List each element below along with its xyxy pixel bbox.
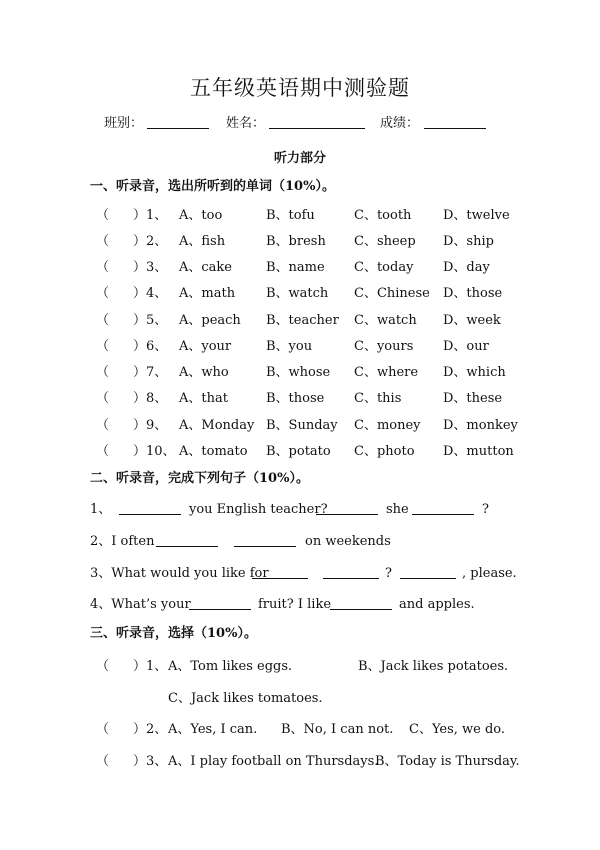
- list-item: [0, 340, 600, 356]
- s2-q1-number: 1、: [90, 502, 112, 517]
- option-c: C、photo: [354, 444, 415, 459]
- s2-q2-text0: 2、I often: [90, 534, 155, 549]
- section2-heading: 二、听录音，完成下列句子（10%）。: [90, 471, 309, 486]
- option-c: C、yours: [354, 339, 414, 354]
- s2-q2-text1: on weekends: [305, 534, 391, 549]
- option-d: D、which: [443, 365, 506, 380]
- option-a: A、I play football on Thursdays.: [168, 754, 379, 769]
- option-c: C、money: [354, 418, 421, 433]
- s2-q2-blank1[interactable]: [156, 534, 218, 547]
- class-field[interactable]: [147, 116, 209, 129]
- answer-paren[interactable]: （: [96, 208, 110, 223]
- s2-q1-blank1[interactable]: [119, 502, 181, 515]
- answer-paren[interactable]: （: [96, 339, 110, 354]
- question-number: ）4、: [133, 286, 168, 301]
- s2-q1-blank2[interactable]: [316, 502, 378, 515]
- list-item: [0, 209, 600, 225]
- option-d: D、those: [443, 286, 503, 301]
- question-number: ）2、: [133, 722, 168, 737]
- list-item: [0, 314, 600, 330]
- s2-q4-text1: fruit? I like: [258, 597, 332, 612]
- option-b: B、those: [266, 391, 325, 406]
- option-c: C、Yes, we do.: [409, 722, 506, 737]
- question-number: ）3、: [133, 754, 168, 769]
- s2-q3-blank2[interactable]: [323, 566, 379, 579]
- option-b: B、No, I can not.: [281, 722, 394, 737]
- question-number: ）8、: [133, 391, 168, 406]
- option-a: A、fish: [179, 234, 226, 249]
- s2-q1-text2: she: [386, 502, 409, 517]
- answer-paren[interactable]: （: [96, 754, 110, 769]
- answer-paren[interactable]: （: [96, 234, 110, 249]
- section3-heading: 三、听录音，选择（10%）。: [90, 626, 257, 641]
- option-c: C、Jack likes tomatoes.: [168, 691, 323, 706]
- question-number: ）9、: [133, 418, 168, 433]
- option-c: C、tooth: [354, 208, 412, 223]
- s2-q3-text0: 3、What would you like for: [90, 566, 269, 581]
- exam-title: 五年级英语期中测验题: [190, 76, 410, 100]
- option-d: D、our: [443, 339, 489, 354]
- s2-q1-text1: you English teacher?: [189, 502, 328, 517]
- option-b: B、you: [266, 339, 313, 354]
- s2-q2-blank2[interactable]: [234, 534, 296, 547]
- option-c: C、Chinese: [354, 286, 430, 301]
- s2-q3-text1: ?: [385, 566, 392, 581]
- option-d: D、twelve: [443, 208, 510, 223]
- option-b: B、Today is Thursday.: [375, 754, 520, 769]
- s2-q4-blank1[interactable]: [189, 597, 251, 610]
- option-a: A、Monday: [179, 418, 255, 433]
- s2-q3-text2: , please.: [462, 566, 517, 581]
- option-c: C、watch: [354, 313, 417, 328]
- s2-q3-blank3[interactable]: [400, 566, 456, 579]
- name-field[interactable]: [269, 116, 365, 129]
- question-number: ）1、: [133, 208, 168, 223]
- name-label: 姓名：: [226, 116, 266, 131]
- list-item: [0, 261, 600, 277]
- question-number: ）6、: [133, 339, 168, 354]
- option-d: D、these: [443, 391, 503, 406]
- option-b: B、Sunday: [266, 418, 338, 433]
- list-item: [0, 235, 600, 251]
- score-field[interactable]: [424, 116, 486, 129]
- question-number: ）1、: [133, 659, 168, 674]
- list-item: [0, 445, 600, 461]
- list-item: [0, 419, 600, 435]
- option-a: A、Yes, I can.: [168, 722, 258, 737]
- s2-q4-text0: 4、What’s your: [90, 597, 191, 612]
- option-a: A、math: [179, 286, 236, 301]
- option-b: B、name: [266, 260, 325, 275]
- option-d: D、ship: [443, 234, 494, 249]
- option-a: A、too: [179, 208, 223, 223]
- answer-paren[interactable]: （: [96, 391, 110, 406]
- s2-q4-blank2[interactable]: [330, 597, 392, 610]
- answer-paren[interactable]: （: [96, 444, 110, 459]
- list-item: [0, 366, 600, 382]
- question-number: ）5、: [133, 313, 168, 328]
- option-c: C、sheep: [354, 234, 416, 249]
- question-number: ）2、: [133, 234, 168, 249]
- answer-paren[interactable]: （: [96, 260, 110, 275]
- s2-q4-text2: and apples.: [399, 597, 475, 612]
- option-b: B、watch: [266, 286, 329, 301]
- class-label: 班别：: [104, 116, 144, 131]
- option-d: D、week: [443, 313, 501, 328]
- part-title: 听力部分: [273, 151, 326, 166]
- option-a: A、tomato: [179, 444, 248, 459]
- list-item: [0, 392, 600, 408]
- answer-paren[interactable]: （: [96, 722, 110, 737]
- answer-paren[interactable]: （: [96, 418, 110, 433]
- option-b: B、tofu: [266, 208, 315, 223]
- option-c: C、where: [354, 365, 419, 380]
- score-label: 成绩：: [380, 116, 420, 131]
- option-b: B、potato: [266, 444, 331, 459]
- option-a: A、that: [179, 391, 228, 406]
- option-c: C、this: [354, 391, 402, 406]
- question-number: ）3、: [133, 260, 168, 275]
- option-d: D、day: [443, 260, 490, 275]
- answer-paren[interactable]: （: [96, 313, 110, 328]
- option-d: D、mutton: [443, 444, 514, 459]
- question-number: ）7、: [133, 365, 168, 380]
- option-b: B、whose: [266, 365, 331, 380]
- question-number: ）10、: [133, 444, 176, 459]
- s2-q1-text3: ?: [482, 502, 489, 517]
- option-a: A、peach: [179, 313, 241, 328]
- option-b: B、Jack likes potatoes.: [358, 659, 509, 674]
- answer-paren[interactable]: （: [96, 365, 110, 380]
- option-d: D、monkey: [443, 418, 518, 433]
- option-a: A、Tom likes eggs.: [168, 659, 293, 674]
- option-a: A、cake: [179, 260, 232, 275]
- section1-heading: 一、听录音，选出所听到的单词（10%）。: [90, 179, 335, 194]
- option-a: A、your: [179, 339, 232, 354]
- s2-q1-blank3[interactable]: [412, 502, 474, 515]
- option-b: B、bresh: [266, 234, 326, 249]
- option-a: A、who: [179, 365, 229, 380]
- list-item: [0, 287, 600, 303]
- answer-paren[interactable]: （: [96, 659, 110, 674]
- option-b: B、teacher: [266, 313, 339, 328]
- answer-paren[interactable]: （: [96, 286, 110, 301]
- option-c: C、today: [354, 260, 414, 275]
- s2-q3-blank1[interactable]: [252, 566, 308, 579]
